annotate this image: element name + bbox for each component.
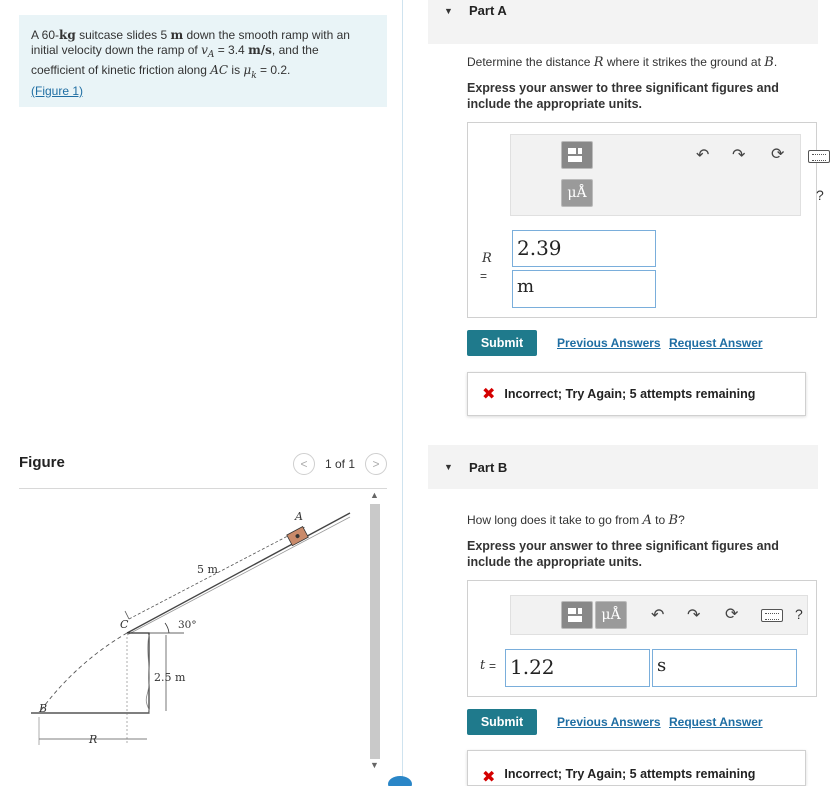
problem-text: , and the coefficient of kinetic friction along xyxy=(31,43,319,78)
problem-text: down the smooth ramp with an initial velocity down the ramp of xyxy=(31,28,350,57)
feedback-text: Incorrect; Try Again; 5 attempts remaining xyxy=(504,387,756,401)
undo-icon[interactable]: ↶ xyxy=(696,147,710,164)
label-a: A xyxy=(295,510,303,523)
units-button[interactable]: μÅ xyxy=(595,601,627,629)
question-text: Determine the distance xyxy=(467,55,594,69)
problem-text: suitcase slides 5 xyxy=(75,28,171,42)
part-b-answer-box xyxy=(467,580,817,697)
problem-text: A 60- xyxy=(31,28,60,42)
ramp-shade xyxy=(127,517,350,635)
part-b-feedback xyxy=(467,750,806,786)
undo-icon[interactable]: ↶ xyxy=(651,607,665,624)
collapse-caret-icon[interactable]: ▼ xyxy=(444,6,453,16)
label-b: B xyxy=(39,702,48,715)
figure-header xyxy=(19,445,387,489)
fraction-icon xyxy=(566,147,588,163)
collapse-caret-icon[interactable]: ▼ xyxy=(444,462,453,472)
part-a-previous-answers-link[interactable]: Previous Answers xyxy=(557,336,661,350)
part-a-request-answer-link[interactable]: Request Answer xyxy=(669,336,763,350)
templates-icon[interactable] xyxy=(561,141,593,169)
trajectory-path xyxy=(39,633,127,713)
part-b-question xyxy=(467,513,685,528)
question-point: B xyxy=(764,55,774,70)
part-a-title: Part A xyxy=(469,3,507,18)
part-b-header[interactable] xyxy=(428,445,818,489)
suitcase-icon xyxy=(287,527,309,546)
keyboard-icon[interactable] xyxy=(808,150,830,163)
redo-icon[interactable]: ↷ xyxy=(732,147,746,164)
question-text: to xyxy=(651,513,669,527)
error-x-icon: ✖ xyxy=(482,769,496,786)
var-ac: AC xyxy=(210,63,229,78)
help-icon[interactable]: ? xyxy=(816,187,824,203)
figure-title: Figure xyxy=(19,454,65,471)
question-text: . xyxy=(773,55,778,69)
part-b-instructions: Express your answer to three significant figures and include the appropriate units. xyxy=(467,539,779,569)
error-x-icon: ✖ xyxy=(482,386,496,403)
scroll-indicator[interactable] xyxy=(388,776,412,786)
redo-icon[interactable]: ↷ xyxy=(687,607,701,624)
part-b-request-answer-link[interactable]: Request Answer xyxy=(669,715,763,729)
part-b-submit-button[interactable]: Submit xyxy=(467,709,537,735)
feedback-text: Incorrect; Try Again; 5 attempts remaining xyxy=(504,767,756,781)
variable-label: R xyxy=(482,251,492,266)
part-a-instructions: Express your answer to three significant figures and include the appropriate units. xyxy=(467,81,779,111)
part-b-previous-answers-link[interactable]: Previous Answers xyxy=(557,715,661,729)
fraction-icon xyxy=(566,607,588,623)
cliff-outline xyxy=(31,633,149,713)
figure-pager xyxy=(293,453,387,475)
next-figure-button[interactable] xyxy=(365,453,387,475)
ramp-line xyxy=(127,513,350,633)
question-text: How long does it take to go from xyxy=(467,513,643,527)
problem-statement xyxy=(19,15,387,107)
reset-icon[interactable]: ⟳ xyxy=(725,606,739,623)
figure-scrollbar[interactable] xyxy=(366,488,384,774)
scroll-down-icon[interactable]: ▼ xyxy=(370,760,379,770)
reset-icon[interactable]: ⟳ xyxy=(771,146,785,163)
part-a-feedback xyxy=(467,372,806,416)
question-text: where it strikes the ground at xyxy=(603,55,765,69)
value-input[interactable]: 1.22 xyxy=(505,649,650,687)
value-input[interactable]: 2.39 xyxy=(512,230,656,267)
question-point: A xyxy=(642,513,652,528)
label-r: R xyxy=(89,733,98,746)
var-v-sub: A xyxy=(207,50,215,61)
equals-sign: = xyxy=(480,269,488,283)
figure-page-count: 1 of 1 xyxy=(324,457,355,471)
angle-arc xyxy=(165,623,169,633)
unit-kg: kg xyxy=(59,28,76,42)
chevron-right-icon: > xyxy=(372,457,380,471)
column-divider xyxy=(402,0,403,786)
part-a-answer-box xyxy=(467,122,824,318)
unit-m: m xyxy=(170,28,184,42)
chevron-left-icon: < xyxy=(300,457,308,471)
templates-icon[interactable] xyxy=(561,601,593,629)
equals-sign: = xyxy=(489,659,497,673)
scroll-up-icon[interactable]: ▲ xyxy=(370,490,379,500)
part-b-title: Part B xyxy=(469,460,508,475)
prev-figure-button[interactable] xyxy=(293,453,315,475)
var-v: v xyxy=(201,43,208,57)
unit-input[interactable]: s xyxy=(652,649,797,687)
problem-text: is xyxy=(228,63,244,78)
keyboard-icon[interactable] xyxy=(761,609,783,622)
label-5m: 5 m xyxy=(197,563,218,576)
problem-text: = 0.2. xyxy=(256,63,291,78)
figure-link[interactable]: (Figure 1) xyxy=(31,83,84,98)
part-b-toolbar xyxy=(510,595,808,635)
part-a-submit-button[interactable]: Submit xyxy=(467,330,537,356)
var-mu: μ xyxy=(243,63,252,78)
unit-input[interactable]: m xyxy=(512,270,656,308)
ramp-figure xyxy=(19,495,371,785)
label-height: 2.5 m xyxy=(154,671,186,684)
label-angle: 30° xyxy=(178,619,197,631)
unit-ms: m/s xyxy=(248,43,272,57)
part-a-question xyxy=(467,55,777,70)
part-a-header[interactable] xyxy=(428,0,818,44)
question-point: B xyxy=(668,513,679,528)
question-var: R xyxy=(593,55,604,70)
problem-text: = 3.4 xyxy=(214,43,249,57)
scroll-thumb[interactable] xyxy=(370,504,380,759)
help-icon[interactable]: ? xyxy=(795,606,803,622)
units-button[interactable]: μÅ xyxy=(561,179,593,207)
variable-label: t xyxy=(480,658,486,673)
question-text: ? xyxy=(678,513,685,527)
label-c: C xyxy=(120,618,129,631)
part-a-toolbar xyxy=(510,134,824,216)
var-mu-sub: k xyxy=(251,70,257,81)
